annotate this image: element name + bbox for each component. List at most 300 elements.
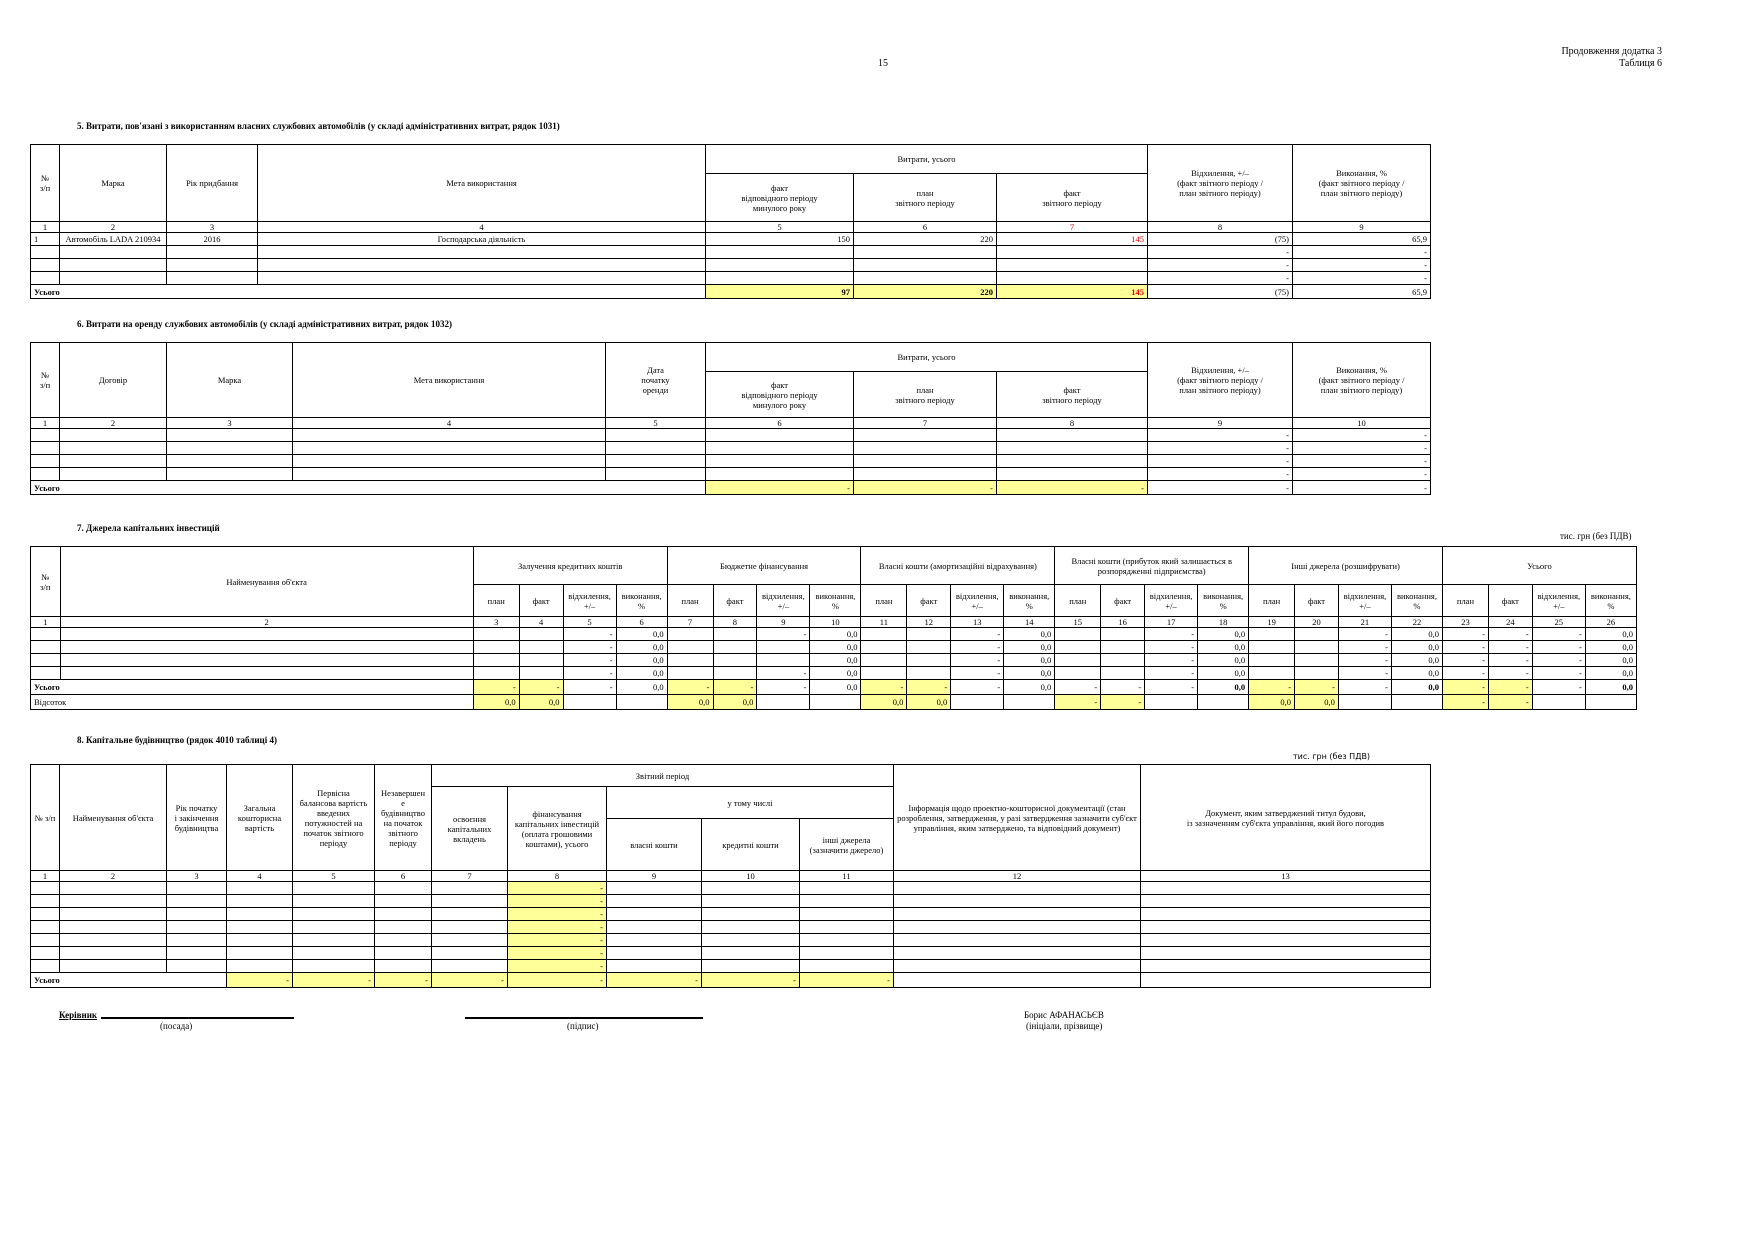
col-sub-header: факт — [713, 585, 757, 617]
index-cell: 11 — [861, 617, 907, 628]
table-cell — [293, 455, 606, 468]
percent-cell: 0,0 — [713, 695, 757, 710]
table-cell — [293, 947, 375, 960]
position-line — [101, 1017, 294, 1019]
table-cell: - — [1488, 654, 1532, 667]
table-cell — [1249, 654, 1295, 667]
financing-cell: - — [508, 947, 607, 960]
index-cell: 2 — [60, 871, 167, 882]
col-group-header: Бюджетне фінансування — [667, 547, 861, 585]
table-cell — [31, 667, 61, 680]
col-header-name: Найменування об'єкта — [60, 765, 167, 871]
total-execution: - — [1293, 481, 1431, 495]
col-header-name: Найменування об'єкта — [60, 547, 473, 617]
table-row — [31, 246, 1431, 259]
table-row — [31, 947, 1431, 960]
table-cell — [167, 246, 258, 259]
table-cell: 0,0 — [1391, 667, 1442, 680]
table-cell — [1141, 882, 1431, 895]
table-cell: - — [1293, 259, 1431, 272]
table-cell — [227, 947, 293, 960]
table-cell — [854, 246, 997, 259]
table-cell — [293, 882, 375, 895]
page-number: 15 — [878, 58, 888, 69]
index-cell: 21 — [1338, 617, 1391, 628]
table-cell — [227, 895, 293, 908]
table-cell — [1055, 667, 1101, 680]
table-cell — [375, 908, 432, 921]
index-cell: 9 — [607, 871, 702, 882]
total-cell: - — [1532, 680, 1585, 695]
table-cell: - — [1293, 272, 1431, 285]
table-cell — [31, 628, 61, 641]
col-header-initial-value: Первісна балансова вартість введених потужностей на початок звітного періоду — [293, 765, 375, 871]
table-cell — [702, 882, 800, 895]
table-cell — [800, 882, 894, 895]
table-cell — [1141, 895, 1431, 908]
table-row — [31, 921, 1431, 934]
table-cell — [167, 882, 227, 895]
section-5-table — [30, 144, 1431, 299]
index-cell: 2 — [60, 617, 473, 628]
table-cell — [800, 908, 894, 921]
table-cell: - — [1488, 667, 1532, 680]
col-sub-header: план — [861, 585, 907, 617]
total-cell: 0,0 — [810, 680, 861, 695]
table-cell — [713, 654, 757, 667]
table-cell — [519, 667, 563, 680]
table-cell — [432, 908, 508, 921]
index-cell: 18 — [1198, 617, 1249, 628]
table-cell — [907, 654, 951, 667]
table-cell: 0,0 — [810, 667, 861, 680]
col-sub-header: факт — [907, 585, 951, 617]
table-cell: 0,0 — [1004, 628, 1055, 641]
table-cell: - — [1148, 442, 1293, 455]
col-header-fact-prev: факт відповідного періоду минулого року — [706, 174, 854, 222]
table-cell — [702, 895, 800, 908]
table-cell: 0,0 — [810, 654, 861, 667]
table-cell — [713, 667, 757, 680]
total-cell: - — [713, 680, 757, 695]
percent-cell: - — [1101, 695, 1145, 710]
total-cell: - — [1443, 680, 1489, 695]
percent-cell — [810, 695, 861, 710]
table-cell: - — [1443, 667, 1489, 680]
table-cell — [713, 641, 757, 654]
table-cell — [997, 259, 1148, 272]
table-cell — [473, 667, 519, 680]
table-cell — [293, 442, 606, 455]
table-row — [31, 960, 1431, 973]
table-cell: 0,0 — [616, 667, 667, 680]
table-cell: 0,0 — [1004, 654, 1055, 667]
table-cell — [60, 908, 167, 921]
index-cell: 23 — [1443, 617, 1489, 628]
name-hint: (ініціали, прізвище) — [1026, 1021, 1103, 1031]
percent-cell: 0,0 — [861, 695, 907, 710]
index-cell: 4 — [227, 871, 293, 882]
table-cell — [907, 667, 951, 680]
table-cell: 0,0 — [1198, 667, 1249, 680]
table-cell — [702, 908, 800, 921]
table-cell — [31, 429, 60, 442]
table-cell — [997, 246, 1148, 259]
total-cell: - — [227, 973, 293, 988]
table-cell: - — [1338, 667, 1391, 680]
table-cell — [31, 641, 61, 654]
continuation-text: Продовження додатка 3 — [1561, 46, 1662, 57]
col-sub-header: факт — [1101, 585, 1145, 617]
total-cell: - — [907, 680, 951, 695]
total-plan: 220 — [854, 285, 997, 299]
section-8-unit: тис. грн (без ПДВ) — [1293, 752, 1371, 761]
table-cell — [167, 921, 227, 934]
table-cell — [706, 246, 854, 259]
table-cell — [227, 934, 293, 947]
index-cell: 14 — [1004, 617, 1055, 628]
percent-cell: 0,0 — [1295, 695, 1339, 710]
table-cell: - — [1338, 641, 1391, 654]
table-cell: Господарська діяльність — [258, 233, 706, 246]
table-cell — [60, 641, 473, 654]
table-cell — [167, 429, 293, 442]
col-sub-header: факт — [1488, 585, 1532, 617]
table-cell: - — [757, 628, 810, 641]
table-cell — [606, 442, 706, 455]
index-cell: 26 — [1585, 617, 1636, 628]
index-cell: 9 — [757, 617, 810, 628]
table-cell — [800, 947, 894, 960]
col-header-incl: у тому числі — [607, 787, 894, 819]
table-cell — [1141, 908, 1431, 921]
table-cell — [519, 628, 563, 641]
table-cell — [31, 654, 61, 667]
total-fact: 145 — [997, 285, 1148, 299]
index-row — [31, 871, 1431, 882]
table-cell — [167, 895, 227, 908]
percent-cell — [1145, 695, 1198, 710]
total-cell: - — [607, 973, 702, 988]
table-cell — [293, 908, 375, 921]
total-cell: - — [1488, 680, 1532, 695]
table-cell — [894, 921, 1141, 934]
index-cell: 3 — [167, 222, 258, 233]
table-cell — [997, 455, 1148, 468]
index-cell: 5 — [706, 222, 854, 233]
table-row — [31, 908, 1431, 921]
percent-cell — [616, 695, 667, 710]
table-cell: - — [1148, 455, 1293, 468]
percent-cell: 0,0 — [907, 695, 951, 710]
index-cell: 4 — [293, 418, 606, 429]
section-7-unit: тис. грн (без ПДВ) — [1560, 531, 1632, 541]
table-cell: - — [757, 667, 810, 680]
table-cell: 2016 — [167, 233, 258, 246]
table-cell — [854, 455, 997, 468]
col-header-years: Рік початку і закінчення будівництва — [167, 765, 227, 871]
table-row — [31, 641, 1637, 654]
col-group-header: Інші джерела (розшифрувати) — [1249, 547, 1443, 585]
table-cell — [706, 429, 854, 442]
table-cell — [60, 628, 473, 641]
table-cell — [1249, 667, 1295, 680]
col-header-deviation: Відхилення, +/– (факт звітного періоду / план звітного періоду) — [1148, 343, 1293, 418]
table-row — [31, 233, 1431, 246]
section-8-title: 8. Капітальне будівництво (рядок 4010 таблиці 4) — [77, 735, 277, 745]
table-cell: 0,0 — [1391, 641, 1442, 654]
percent-cell: 0,0 — [667, 695, 713, 710]
col-sub-header: план — [1249, 585, 1295, 617]
table-cell — [706, 259, 854, 272]
total-label: Усього — [31, 680, 474, 695]
total-cell: - — [861, 680, 907, 695]
table-cell: - — [951, 667, 1004, 680]
table-cell — [1141, 960, 1431, 973]
total-row — [31, 285, 1431, 299]
index-cell: 1 — [31, 617, 61, 628]
index-cell: 8 — [713, 617, 757, 628]
col-sub-header: план — [1055, 585, 1101, 617]
financing-cell: - — [508, 908, 607, 921]
table-cell — [31, 442, 60, 455]
table-cell — [31, 895, 60, 908]
table-cell: - — [1532, 654, 1585, 667]
table-cell — [60, 934, 167, 947]
table-cell: 1 — [31, 233, 60, 246]
total-cell: - — [473, 680, 519, 695]
table-cell — [1055, 641, 1101, 654]
table-cell — [1295, 641, 1339, 654]
total-fact-prev: 97 — [706, 285, 854, 299]
total-cell: - — [293, 973, 375, 988]
table-cell — [894, 947, 1141, 960]
table-cell — [894, 908, 1141, 921]
total-label: Усього — [31, 973, 227, 988]
table-cell — [1141, 934, 1431, 947]
table-cell: - — [1488, 628, 1532, 641]
table-cell — [60, 272, 167, 285]
table-cell: 0,0 — [1585, 654, 1636, 667]
table-cell — [227, 921, 293, 934]
table-cell — [167, 934, 227, 947]
col-sub-header: виконання, % — [1585, 585, 1636, 617]
table-cell — [607, 960, 702, 973]
col-header-purpose: Мета використання — [258, 145, 706, 222]
section-6-table — [30, 342, 1431, 495]
table-cell — [167, 468, 293, 481]
total-cell: - — [1249, 680, 1295, 695]
table-cell — [60, 259, 167, 272]
table-cell: - — [951, 628, 1004, 641]
total-cell: 0,0 — [1585, 680, 1636, 695]
table-cell — [60, 921, 167, 934]
percent-cell — [1338, 695, 1391, 710]
col-header-expenses: Витрати, усього — [706, 343, 1148, 372]
table-cell — [227, 882, 293, 895]
table-cell — [31, 960, 60, 973]
table-cell — [667, 667, 713, 680]
section-5-title: 5. Витрати, пов'язані з використанням власних службових автомобілів (у складі адміністративних витрат, рядок 1031) — [77, 121, 560, 131]
table-cell — [997, 468, 1148, 481]
table-cell — [293, 895, 375, 908]
index-cell: 12 — [907, 617, 951, 628]
table-cell — [60, 960, 167, 973]
table-cell: - — [563, 667, 616, 680]
table-row — [31, 934, 1431, 947]
financing-cell: - — [508, 934, 607, 947]
col-header-own: власні кошти — [607, 819, 702, 871]
index-row — [31, 617, 1637, 628]
table-cell: - — [951, 641, 1004, 654]
index-row — [31, 222, 1431, 233]
table-cell — [60, 246, 167, 259]
col-header-estimate: Загальна кошторисна вартість — [227, 765, 293, 871]
percent-cell — [1198, 695, 1249, 710]
table-cell — [800, 921, 894, 934]
percent-cell: - — [1443, 695, 1489, 710]
total-cell: 0,0 — [1004, 680, 1055, 695]
table-cell: - — [951, 654, 1004, 667]
index-cell: 7 — [854, 418, 997, 429]
table-cell — [258, 272, 706, 285]
table-cell: - — [1443, 641, 1489, 654]
total-cell: - — [951, 680, 1004, 695]
index-cell: 15 — [1055, 617, 1101, 628]
col-sub-header: відхилення, +/– — [563, 585, 616, 617]
index-cell: 1 — [31, 418, 60, 429]
table-row — [31, 272, 1431, 285]
table-cell — [800, 934, 894, 947]
col-header-doc: Документ, яким затверджений титул будови, із зазначенням суб'єкта управління, який його погодив — [1141, 765, 1431, 871]
percent-cell — [1585, 695, 1636, 710]
table-cell — [1101, 654, 1145, 667]
col-header-year: Рік придбання — [167, 145, 258, 222]
total-cell: 0,0 — [616, 680, 667, 695]
total-empty-cell — [894, 973, 1141, 988]
table-row — [31, 628, 1637, 641]
table-cell — [757, 654, 810, 667]
table-row — [31, 895, 1431, 908]
total-cell: - — [1338, 680, 1391, 695]
total-deviation: - — [1148, 481, 1293, 495]
table-cell — [854, 429, 997, 442]
index-cell: 6 — [706, 418, 854, 429]
index-cell: 13 — [1141, 871, 1431, 882]
index-cell: 1 — [31, 222, 60, 233]
col-header-no: № з/п — [31, 547, 61, 617]
table-cell — [706, 455, 854, 468]
col-header-info: Інформація щодо проектно-кошторисної документації (стан розроблення, затвердження, у разі затвердження зазначити суб'єкт управління, яким затверджено, та відповідний документ) — [894, 765, 1141, 871]
index-cell: 20 — [1295, 617, 1339, 628]
col-header-purpose: Мета використання — [293, 343, 606, 418]
index-cell: 7 — [997, 222, 1148, 233]
table-cell: - — [1293, 468, 1431, 481]
table-cell — [167, 442, 293, 455]
table-cell — [31, 947, 60, 960]
total-fact-prev: - — [706, 481, 854, 495]
table-cell — [432, 921, 508, 934]
table-cell — [227, 908, 293, 921]
table-cell — [432, 882, 508, 895]
table-cell: 0,0 — [1585, 641, 1636, 654]
table-cell — [60, 667, 473, 680]
total-cell: - — [800, 973, 894, 988]
table-cell — [293, 960, 375, 973]
total-cell: - — [702, 973, 800, 988]
table-row — [31, 259, 1431, 272]
table-cell — [167, 455, 293, 468]
table-cell: - — [563, 654, 616, 667]
col-header-period: Звітний період — [432, 765, 894, 787]
table-cell: - — [1532, 641, 1585, 654]
index-cell: 3 — [167, 418, 293, 429]
col-sub-header: план — [473, 585, 519, 617]
table-cell — [519, 641, 563, 654]
table-cell: 0,0 — [616, 628, 667, 641]
table-cell — [997, 429, 1148, 442]
table-cell — [60, 429, 167, 442]
percent-row — [31, 695, 1637, 710]
table-cell — [167, 960, 227, 973]
index-cell: 6 — [616, 617, 667, 628]
table-cell — [894, 960, 1141, 973]
percent-label: Відсоток — [31, 695, 474, 710]
table-cell — [60, 882, 167, 895]
col-sub-header: відхилення, +/– — [1338, 585, 1391, 617]
col-group-header: Залучення кредитних коштів — [473, 547, 667, 585]
col-header-execution: Виконання, % (факт звітного періоду / план звітного періоду) — [1293, 343, 1431, 418]
table-cell — [854, 468, 997, 481]
signature-line — [465, 1017, 703, 1019]
col-header-other: інші джерела (зазначити джерело) — [800, 819, 894, 871]
index-cell: 8 — [1148, 222, 1293, 233]
table-cell — [31, 272, 60, 285]
table-cell — [606, 468, 706, 481]
index-cell: 7 — [667, 617, 713, 628]
financing-cell: - — [508, 960, 607, 973]
index-cell: 8 — [508, 871, 607, 882]
table-cell — [607, 947, 702, 960]
table-cell — [1101, 641, 1145, 654]
total-cell: - — [667, 680, 713, 695]
table-cell — [854, 442, 997, 455]
total-label: Усього — [31, 285, 706, 299]
index-cell: 3 — [473, 617, 519, 628]
percent-cell — [757, 695, 810, 710]
table-cell — [1055, 654, 1101, 667]
table-cell: 0,0 — [1004, 641, 1055, 654]
col-group-header: Власні кошти (амортизаційні відрахування) — [861, 547, 1055, 585]
index-cell: 5 — [293, 871, 375, 882]
table-cell: - — [1338, 628, 1391, 641]
table-cell — [854, 272, 997, 285]
index-cell: 25 — [1532, 617, 1585, 628]
table-cell — [854, 259, 997, 272]
table-row — [31, 882, 1431, 895]
col-header-date: Дата початку оренди — [606, 343, 706, 418]
index-cell: 2 — [60, 222, 167, 233]
table-cell — [1055, 628, 1101, 641]
table-cell: - — [1443, 628, 1489, 641]
col-sub-header: факт — [519, 585, 563, 617]
table-cell — [607, 895, 702, 908]
col-header-no: № з/п — [31, 765, 60, 871]
percent-cell: 0,0 — [519, 695, 563, 710]
financing-cell: - — [508, 882, 607, 895]
table-cell — [375, 921, 432, 934]
table-cell — [473, 654, 519, 667]
